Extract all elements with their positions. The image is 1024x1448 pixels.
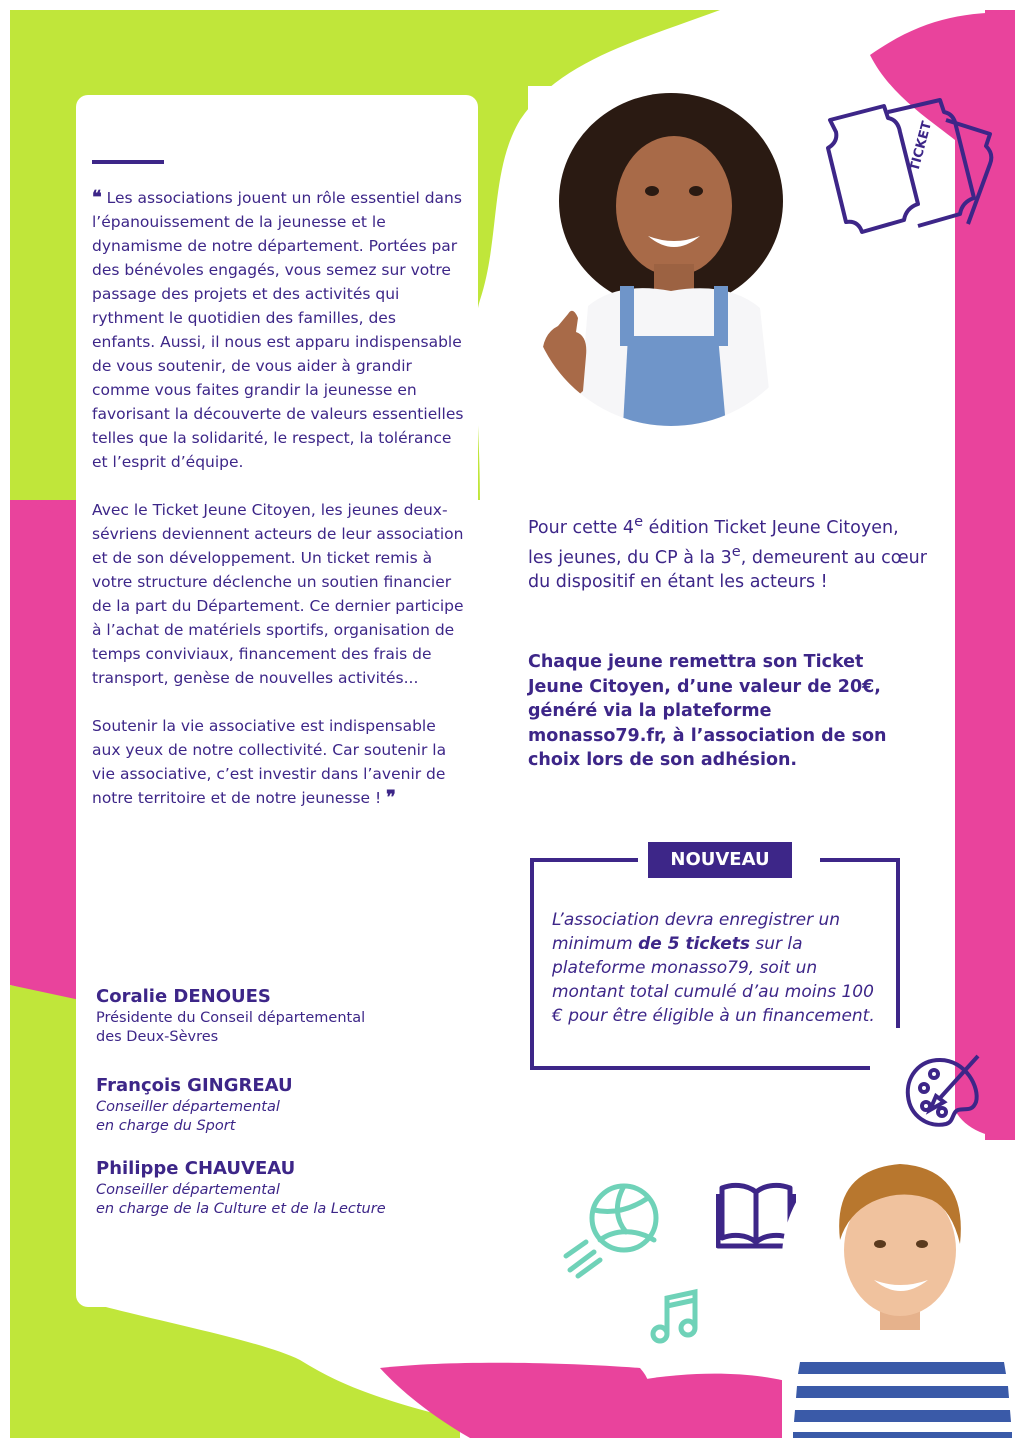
signatory-role: en charge du Sport	[96, 1118, 236, 1134]
editorial-quote	[92, 186, 464, 834]
intro-paragraph	[528, 510, 928, 594]
ticket-icon	[822, 92, 1002, 242]
ticket-label: TICKET	[907, 119, 936, 174]
signatory-1	[96, 985, 365, 1047]
signatory-name: Coralie DENOUES	[96, 986, 271, 1007]
nouveau-text-bold: de 5 tickets	[638, 934, 750, 954]
intro-text: , demeurent au cœur du dispositif en étant les acteurs !	[528, 547, 927, 592]
quote-paragraph-3	[92, 714, 464, 810]
accent-rule	[92, 160, 164, 164]
signatory-name: François GINGREAU	[96, 1075, 293, 1096]
signatory-role: Présidente du Conseil départemental	[96, 1010, 366, 1026]
signatory-role: Conseiller départemental	[96, 1182, 280, 1198]
signatory-2	[96, 1074, 293, 1136]
signatory-role: des Deux-Sèvres	[96, 1029, 219, 1045]
quote-paragraph-1-text: Les associations jouent un rôle essentiel dans l’épanouissement de la jeunesse et le dynamisme de notre département. Portées par des bénévoles engagés, vous semez sur votre passage des projets et des activités qui rythment le quotidien des familles, des enfants. Aussi, il nous est apparu indispensable de vous soutenir, de vous aider à grandir comme vous faites grandir la jeunesse en favorisant la découverte de valeurs essentielles telles que la solidarité, le respect, la tolérance et l’esprit d’équipe.	[92, 189, 464, 471]
signatory-name: Philippe CHAUVEAU	[96, 1158, 296, 1179]
nouveau-badge: NOUVEAU	[648, 842, 792, 878]
nouveau-text-part: sur la plateforme monasso79, soit un montant total cumulé d’au moins 100 € pour être éligible à un financement.	[552, 934, 875, 1026]
signatory-role: Conseiller départemental	[96, 1099, 280, 1115]
open-quote-icon: ❝	[92, 187, 102, 208]
boy-photo	[782, 1140, 1018, 1438]
close-quote-icon: ❞	[386, 787, 396, 808]
nouveau-text	[552, 908, 882, 1028]
volleyball-icon	[560, 1180, 670, 1280]
girl-photo	[528, 86, 814, 426]
nouveau-text-part: L’association devra enregistrer un minimum	[552, 910, 841, 954]
intro-superscript: e	[634, 513, 644, 530]
signatory-3	[96, 1157, 386, 1219]
quote-paragraph-2: Avec le Ticket Jeune Citoyen, les jeunes deux-sévriens deviennent acteurs de leur association et de son développement. Un ticket remis à votre structure déclenche un soutien financier de la part du Département. Ce dernier participe à l’achat de matériels sportifs, organisation de temps conviviaux, financement des frais de transport, genèse de nouvelles activités...	[92, 501, 464, 687]
intro-superscript: e	[731, 542, 741, 560]
quote-paragraph-3-text: Soutenir la vie associative est indispensable aux yeux de notre collectivité. Car soutenir la vie associative, c’est investir dans l’avenir de notre territoire et de notre jeunesse !	[92, 717, 447, 807]
signatory-role: en charge de la Culture et de la Lecture	[96, 1201, 386, 1217]
music-note-icon	[648, 1286, 704, 1346]
highlight-paragraph: Chaque jeune remettra son Ticket Jeune Citoyen, d’une valeur de 20€, généré via la plateforme monasso79.fr, à l’association de son choix lors de son adhésion.	[528, 652, 887, 770]
intro-text: édition Ticket Jeune Citoyen, les jeunes, du CP à la 3	[528, 517, 899, 568]
intro-text: Pour cette 4	[528, 517, 635, 538]
palette-icon	[900, 1048, 990, 1138]
quote-paragraph-1	[92, 186, 464, 474]
